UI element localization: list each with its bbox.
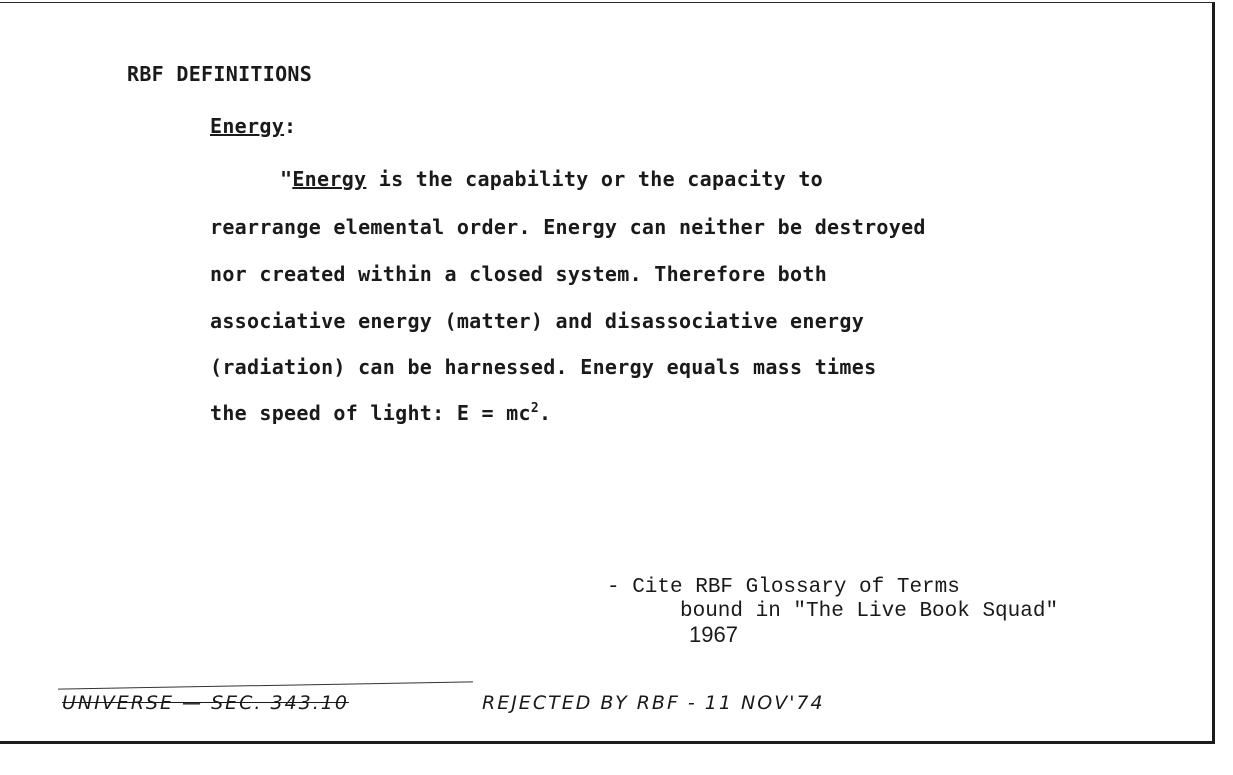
- definition-line-5: (radiation) can be harnessed. Energy equals mass times: [210, 355, 877, 379]
- citation-year: 1967: [689, 622, 738, 647]
- definition-line-1: [280, 167, 823, 191]
- formula-text: the speed of light: E = mc: [210, 401, 531, 425]
- term-label: [210, 114, 296, 138]
- document-heading: RBF DEFINITIONS: [127, 62, 313, 86]
- citation-line-2: bound in "The Live Book Squad": [680, 600, 1059, 623]
- definition-line-4: associative energy (matter) and disassociative energy: [210, 309, 865, 333]
- handwritten-struck-reference: UNIVERSE — SEC. 343.10: [62, 692, 349, 714]
- definition-line-2: rearrange elemental order. Energy can neither be destroyed: [210, 215, 926, 239]
- formula-exponent: 2: [530, 401, 540, 416]
- formula-period: .: [539, 401, 552, 425]
- definition-line-3: nor created within a closed system. Therefore both: [210, 262, 828, 286]
- definition-term: Energy: [292, 167, 367, 191]
- open-quote: ": [280, 167, 293, 191]
- term-name: Energy: [210, 114, 285, 138]
- definition-line-1-text: is the capability or the capacity to: [366, 167, 824, 191]
- handwritten-rejection-note: REJECTED BY RBF - 11 NOV'74: [482, 692, 825, 714]
- definition-line-6: [210, 401, 551, 425]
- citation-line-1: - Cite RBF Glossary of Terms: [607, 576, 960, 599]
- term-colon: :: [284, 114, 297, 138]
